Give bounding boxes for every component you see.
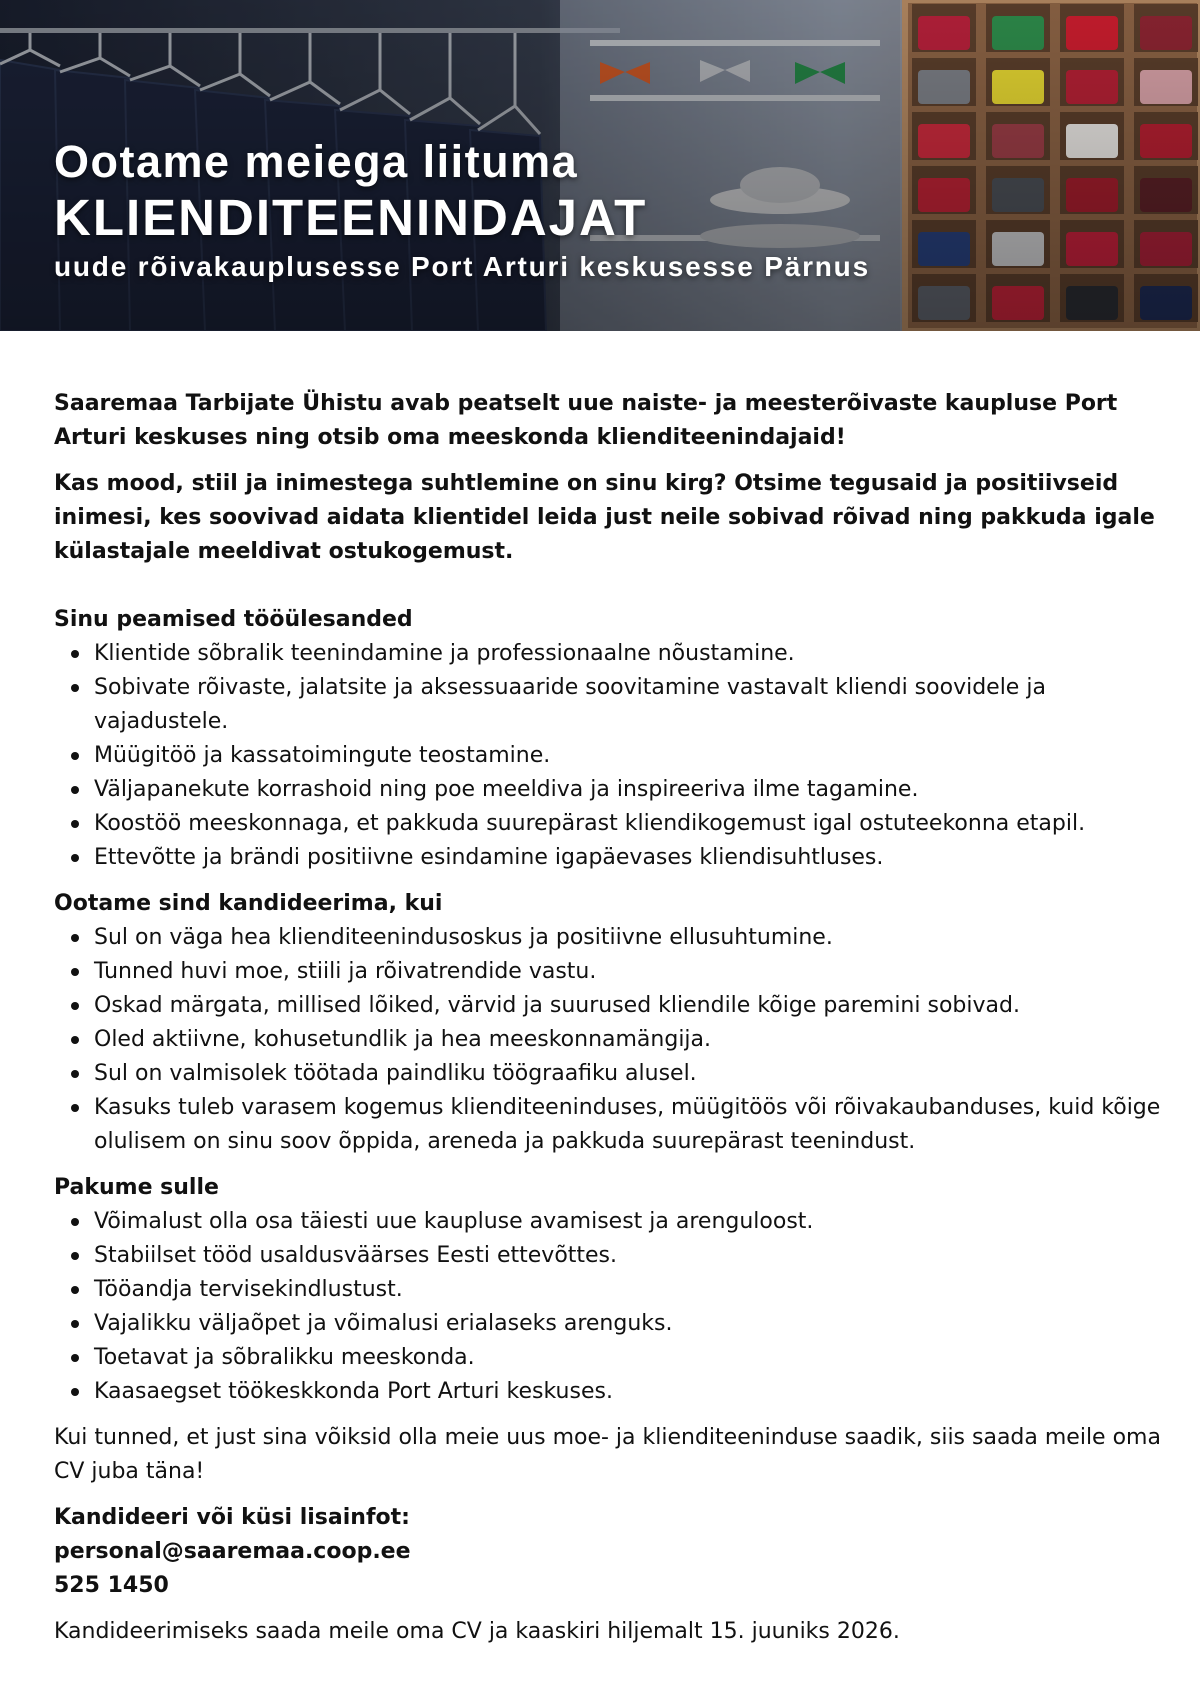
- section-title: Pakume sulle: [54, 1175, 219, 1200]
- list-item: Tunned huvi moe, stiili ja rõivatrendide vastu.: [94, 955, 1174, 989]
- section-title: Sinu peamised tööülesanded: [54, 607, 413, 632]
- list-item: Kaasaegset töökeskkonda Port Arturi keskuses.: [94, 1375, 1174, 1409]
- intro-paragraph-1: Saaremaa Tarbijate Ühistu avab peatselt uue naiste- ja meesterõivaste kaupluse Port Arturi keskuses ning otsib oma meeskonda klienditeenindajaid!: [54, 391, 1118, 450]
- header-line-2: KLIENDITEENINDAJAT: [54, 189, 648, 246]
- bullet-list: [54, 921, 1174, 1159]
- list-item: Sobivate rõivaste, jalatsite ja aksessuaaride soovitamine vastavalt kliendi soovidele ja vajadustele.: [94, 671, 1174, 739]
- contact-label: Kandideeri või küsi lisainfot:: [54, 1505, 410, 1530]
- bullet-list: [54, 637, 1174, 875]
- header-line-3: uude rõivakauplusesse Port Arturi keskusesse Pärnus: [54, 251, 870, 282]
- header-banner: [0, 0, 1200, 331]
- section-tasks: [54, 603, 1174, 875]
- bullet-list: [54, 1205, 1174, 1409]
- list-item: Kasuks tuleb varasem kogemus klienditeeninduses, müügitöös või rõivakaubanduses, kuid kõige olulisem on sinu soov õppida, areneda ja pakkuda suurepärast teenindust.: [94, 1091, 1174, 1159]
- list-item: Toetavat ja sõbralikku meeskonda.: [94, 1341, 1174, 1375]
- list-item: Sul on valmisolek töötada paindliku töögraafiku alusel.: [94, 1057, 1174, 1091]
- list-item: Võimalust olla osa täiesti uue kaupluse avamisest ja arenguloost.: [94, 1205, 1174, 1239]
- contact-email[interactable]: personal@saaremaa.coop.ee: [54, 1539, 411, 1564]
- list-item: Stabiilset tööd usaldusväärses Eesti ettevõttes.: [94, 1239, 1174, 1273]
- list-item: Klientide sõbralik teenindamine ja professionaalne nõustamine.: [94, 637, 1174, 671]
- header-title-block: [54, 134, 870, 285]
- header-line-1: Ootame meiega liituma: [54, 136, 579, 187]
- intro: [54, 387, 1174, 569]
- list-item: Vajalikku väljaõpet ja võimalusi erialaseks arenguks.: [94, 1307, 1174, 1341]
- list-item: Sul on väga hea klienditeenindusoskus ja positiivne ellusuhtumine.: [94, 921, 1174, 955]
- section-requirements: [54, 887, 1174, 1159]
- intro-paragraph-2: Kas mood, stiil ja inimestega suhtlemine on sinu kirg? Otsime tegusaid ja positiivseid inimesi, kes soovivad aidata klientidel leida just neile sobivad rõivad ning pakkuda igale külastajale meeldivat ostukogemust.: [54, 471, 1155, 564]
- list-item: Müügitöö ja kassatoimingute teostamine.: [94, 739, 1174, 773]
- contact-phone[interactable]: 525 1450: [54, 1573, 169, 1598]
- contact-block: [54, 1501, 1174, 1603]
- section-title: Ootame sind kandideerima, kui: [54, 891, 443, 916]
- list-item: Tööandja tervisekindlustust.: [94, 1273, 1174, 1307]
- job-description: [54, 387, 1174, 1649]
- section-offer: [54, 1171, 1174, 1409]
- list-item: Väljapanekute korrashoid ning poe meeldiva ja inspireeriva ilme tagamine.: [94, 773, 1174, 807]
- closing-paragraph: Kui tunned, et just sina võiksid olla meie uus moe- ja klienditeeninduse saadik, siis saada meile oma CV juba täna!: [54, 1425, 1161, 1484]
- list-item: Koostöö meeskonnaga, et pakkuda suurepärast kliendikogemust igal ostuteekonna etapil.: [94, 807, 1174, 841]
- deadline-text: Kandideerimiseks saada meile oma CV ja kaaskiri hiljemalt 15. juuniks 2026.: [54, 1619, 900, 1644]
- list-item: Oskad märgata, millised lõiked, värvid ja suurused kliendile kõige paremini sobivad.: [94, 989, 1174, 1023]
- list-item: Ettevõtte ja brändi positiivne esindamine igapäevases kliendisuhtluses.: [94, 841, 1174, 875]
- list-item: Oled aktiivne, kohusetundlik ja hea meeskonnamängija.: [94, 1023, 1174, 1057]
